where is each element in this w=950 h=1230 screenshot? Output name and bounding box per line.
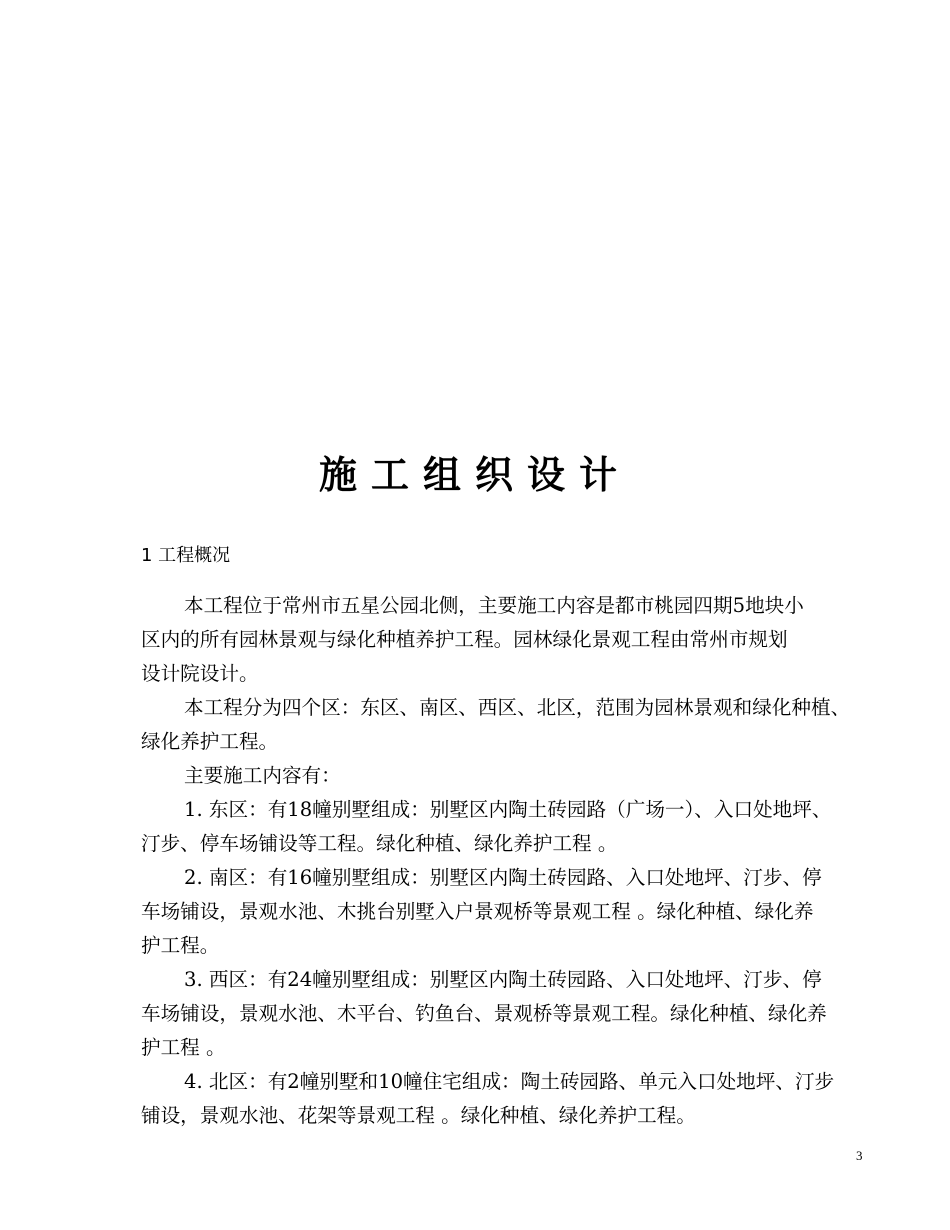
paragraph-line: 本工程分为四个区：东区、南区、西区、北区，范围为园林景观和绿化种植、 — [184, 696, 851, 719]
paragraph-line: 绿化养护工程。 — [141, 730, 279, 753]
section-heading: 1 工程概况 — [141, 545, 231, 566]
paragraph-line: 主要施工内容有： — [184, 764, 341, 787]
list-item-line: 3. 西区：有24幢别墅组成：别墅区内陶土砖园路、入口处地坪、汀步、停 — [184, 968, 822, 991]
paragraph-line: 设计院设计。 — [141, 662, 259, 685]
list-item-line: 1. 东区：有18幢别墅组成：别墅区内陶土砖园路（广场一）、入口处地坪、 — [184, 798, 832, 821]
list-item-line: 车场铺设，景观水池、木平台、钓鱼台、景观桥等景观工程。绿化种植、绿化养 — [141, 1002, 827, 1025]
list-item-line: 4. 北区：有2幢别墅和10幢住宅组成：陶土砖园路、单元入口处地坪、汀步 — [184, 1070, 835, 1093]
list-item-line: 铺设，景观水池、花架等景观工程 。绿化种植、绿化养护工程。 — [141, 1104, 696, 1127]
paragraph-line: 本工程位于常州市五星公园北侧，主要施工内容是都市桃园四期5地块小 — [184, 594, 804, 617]
paragraph-line: 区内的所有园林景观与绿化种植养护工程。园林绿化景观工程由常州市规划 — [141, 628, 788, 651]
page-number: 3 — [856, 1148, 863, 1163]
list-item-line: 汀步、停车场铺设等工程。绿化种植、绿化养护工程 。 — [141, 832, 618, 855]
list-item-line: 护工程 。 — [141, 1036, 226, 1059]
list-item-line: 2. 南区：有16幢别墅组成：别墅区内陶土砖园路、入口处地坪、汀步、停 — [184, 866, 822, 889]
document-title: 施工组织设计 — [318, 452, 631, 497]
body-text — [141, 589, 881, 1133]
list-item-line: 车场铺设，景观水池、木挑台别墅入户景观桥等景观工程 。绿化种植、绿化养 — [141, 900, 814, 923]
list-item-line: 护工程。 — [141, 934, 220, 957]
